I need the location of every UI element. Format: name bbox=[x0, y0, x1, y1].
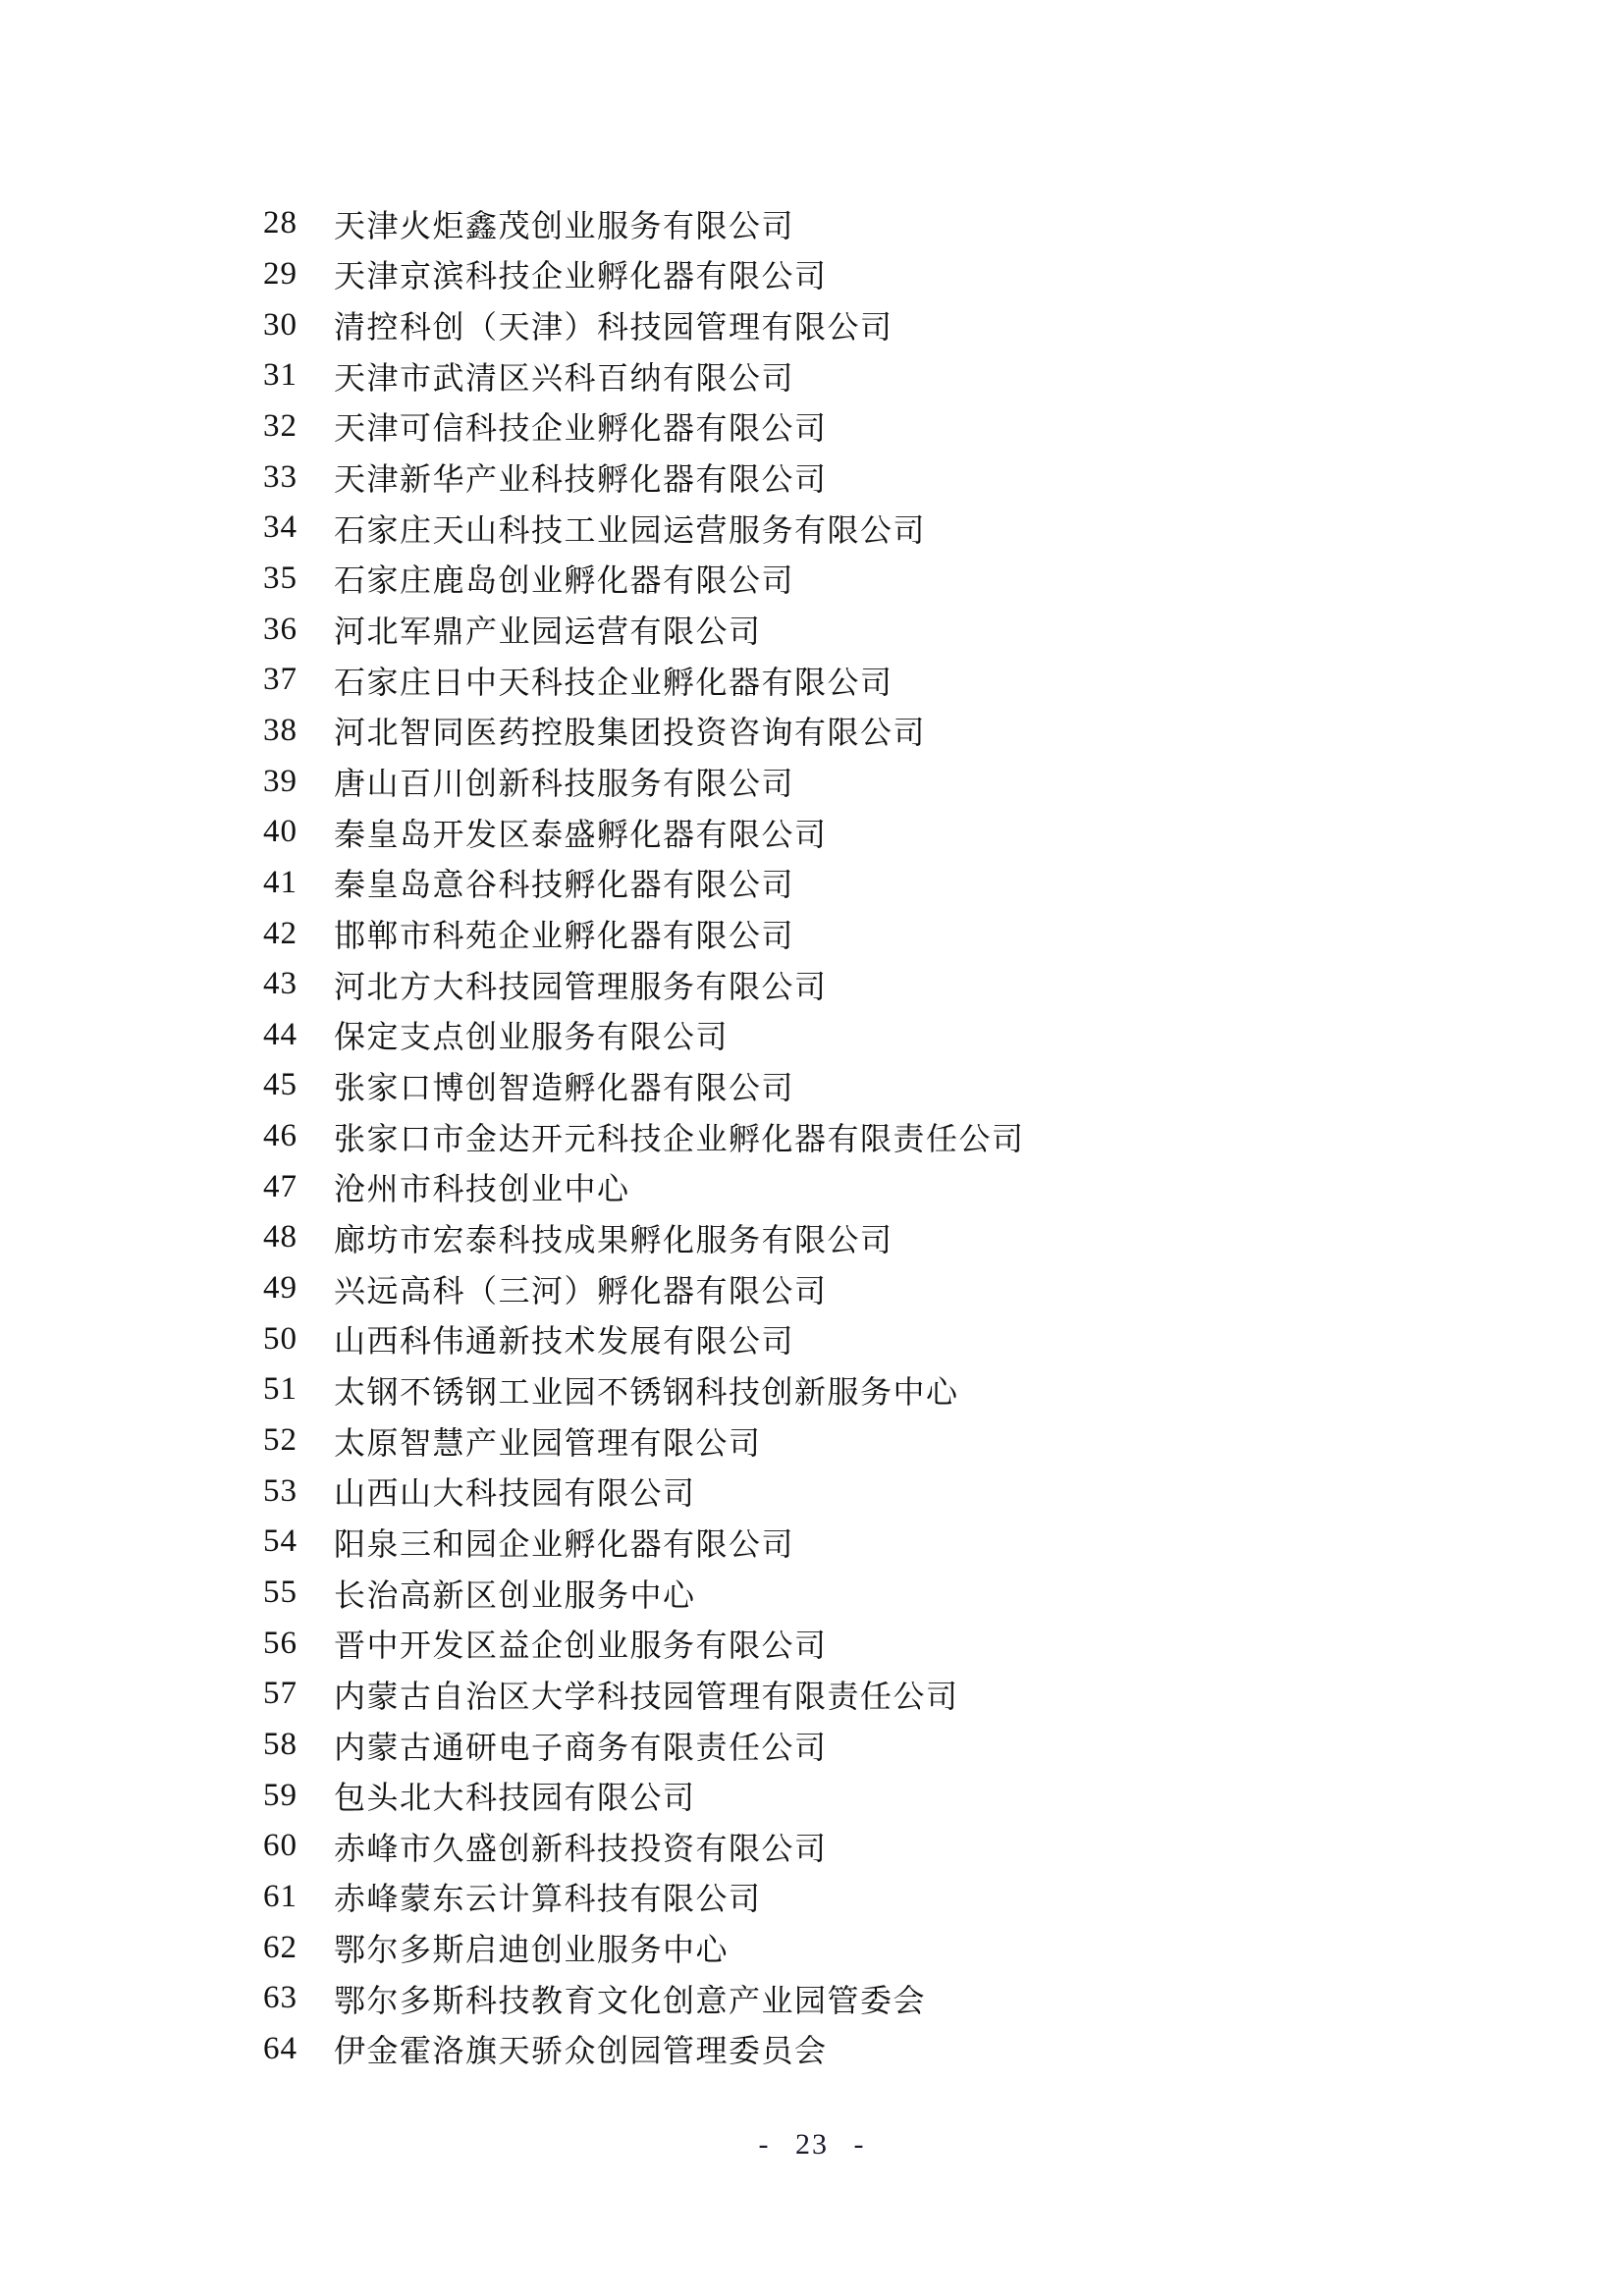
list-item bbox=[263, 959, 1565, 1010]
item-company-name: 兴远高科（三河）孵化器有限公司 bbox=[334, 1272, 828, 1308]
item-company-name: 鄂尔多斯启迪创业服务中心 bbox=[334, 1932, 730, 1968]
list-item bbox=[263, 1669, 1565, 1720]
item-company-name: 石家庄日中天科技企业孵化器有限公司 bbox=[334, 664, 893, 700]
item-number: 59 bbox=[263, 1777, 298, 1813]
list-item bbox=[263, 1770, 1565, 1821]
list-item bbox=[263, 1212, 1565, 1263]
item-company-name: 唐山百川创新科技服务有限公司 bbox=[334, 766, 795, 802]
item-company-name: 天津可信科技企业孵化器有限公司 bbox=[334, 410, 828, 447]
page-number: - 23 - bbox=[758, 2128, 866, 2161]
item-number: 58 bbox=[263, 1727, 298, 1763]
item-number: 61 bbox=[263, 1878, 298, 1914]
list-item bbox=[263, 1364, 1565, 1415]
list-item bbox=[263, 401, 1565, 453]
item-company-name: 天津新华产业科技孵化器有限公司 bbox=[334, 461, 828, 498]
item-number: 38 bbox=[263, 712, 298, 748]
item-company-name: 太原智慧产业园管理有限公司 bbox=[334, 1424, 762, 1461]
list-item bbox=[263, 858, 1565, 909]
item-number: 53 bbox=[263, 1472, 298, 1509]
item-number: 39 bbox=[263, 763, 298, 799]
item-number: 55 bbox=[263, 1575, 298, 1611]
list-item bbox=[263, 1060, 1565, 1111]
item-company-name: 长治高新区创业服务中心 bbox=[334, 1576, 696, 1613]
list-item bbox=[263, 1720, 1565, 1771]
item-company-name: 河北智同医药控股集团投资咨询有限公司 bbox=[334, 715, 927, 751]
item-number: 31 bbox=[263, 357, 298, 394]
item-number: 49 bbox=[263, 1270, 298, 1307]
item-company-name: 石家庄鹿岛创业孵化器有限公司 bbox=[334, 562, 795, 599]
item-company-name: 廊坊市宏泰科技成果孵化服务有限公司 bbox=[334, 1221, 893, 1257]
item-company-name: 张家口市金达开元科技企业孵化器有限责任公司 bbox=[334, 1120, 1025, 1156]
item-number: 62 bbox=[263, 1929, 298, 1965]
item-company-name: 包头北大科技园有限公司 bbox=[334, 1780, 696, 1816]
item-number: 46 bbox=[263, 1118, 298, 1154]
list-item bbox=[263, 655, 1565, 706]
item-number: 40 bbox=[263, 814, 298, 850]
item-company-name: 天津市武清区兴科百纳有限公司 bbox=[334, 359, 795, 396]
list-item bbox=[263, 706, 1565, 757]
list-item bbox=[263, 604, 1565, 655]
list-item bbox=[263, 198, 1565, 249]
list-item bbox=[263, 1313, 1565, 1364]
item-number: 60 bbox=[263, 1828, 298, 1864]
item-number: 33 bbox=[263, 458, 298, 495]
item-company-name: 清控科创（天津）科技园管理有限公司 bbox=[334, 309, 893, 346]
item-number: 37 bbox=[263, 662, 298, 698]
item-number: 35 bbox=[263, 560, 298, 596]
list-item bbox=[263, 1973, 1565, 2024]
item-number: 48 bbox=[263, 1219, 298, 1255]
item-company-name: 赤峰蒙东云计算科技有限公司 bbox=[334, 1881, 762, 1917]
item-number: 30 bbox=[263, 306, 298, 343]
list-item bbox=[263, 1821, 1565, 1872]
item-number: 42 bbox=[263, 915, 298, 951]
item-company-name: 太钢不锈钢工业园不锈钢科技创新服务中心 bbox=[334, 1373, 959, 1410]
item-number: 57 bbox=[263, 1676, 298, 1712]
list-item bbox=[263, 807, 1565, 858]
item-number: 45 bbox=[263, 1067, 298, 1103]
item-number: 36 bbox=[263, 611, 298, 647]
item-company-name: 山西山大科技园有限公司 bbox=[334, 1475, 696, 1512]
item-number: 54 bbox=[263, 1523, 298, 1560]
list-item bbox=[263, 1568, 1565, 1619]
item-number: 47 bbox=[263, 1168, 298, 1204]
item-number: 43 bbox=[263, 966, 298, 1002]
item-number: 51 bbox=[263, 1371, 298, 1408]
list-item bbox=[263, 1111, 1565, 1162]
item-company-name: 邯郸市科苑企业孵化器有限公司 bbox=[334, 918, 795, 954]
list-item bbox=[263, 350, 1565, 401]
list-item bbox=[263, 1415, 1565, 1467]
item-company-name: 山西科伟通新技术发展有限公司 bbox=[334, 1323, 795, 1360]
item-company-name: 石家庄天山科技工业园运营服务有限公司 bbox=[334, 511, 927, 548]
item-company-name: 赤峰市久盛创新科技投资有限公司 bbox=[334, 1830, 828, 1866]
list-item bbox=[263, 1618, 1565, 1669]
item-company-name: 晋中开发区益企创业服务有限公司 bbox=[334, 1628, 828, 1664]
item-company-name: 鄂尔多斯科技教育文化创意产业园管委会 bbox=[334, 1982, 927, 2018]
list-item bbox=[263, 1922, 1565, 1973]
item-number: 44 bbox=[263, 1016, 298, 1052]
item-number: 56 bbox=[263, 1625, 298, 1661]
item-number: 41 bbox=[263, 864, 298, 900]
item-company-name: 天津火炬鑫茂创业服务有限公司 bbox=[334, 207, 795, 243]
list-item bbox=[263, 1010, 1565, 1061]
item-number: 29 bbox=[263, 255, 298, 292]
list-item bbox=[263, 1466, 1565, 1517]
company-list bbox=[263, 198, 1565, 2074]
item-number: 50 bbox=[263, 1320, 298, 1357]
item-number: 28 bbox=[263, 205, 298, 241]
item-company-name: 内蒙古自治区大学科技园管理有限责任公司 bbox=[334, 1678, 959, 1714]
item-number: 64 bbox=[263, 2030, 298, 2066]
item-company-name: 天津京滨科技企业孵化器有限公司 bbox=[334, 258, 828, 294]
item-company-name: 秦皇岛开发区泰盛孵化器有限公司 bbox=[334, 816, 828, 852]
item-number: 34 bbox=[263, 509, 298, 546]
item-company-name: 沧州市科技创业中心 bbox=[334, 1171, 630, 1207]
item-number: 32 bbox=[263, 407, 298, 444]
item-company-name: 张家口博创智造孵化器有限公司 bbox=[334, 1069, 795, 1105]
item-number: 63 bbox=[263, 1980, 298, 2016]
list-item bbox=[263, 908, 1565, 959]
list-item bbox=[263, 452, 1565, 503]
list-item bbox=[263, 503, 1565, 554]
item-company-name: 秦皇岛意谷科技孵化器有限公司 bbox=[334, 867, 795, 903]
item-company-name: 保定支点创业服务有限公司 bbox=[334, 1019, 730, 1055]
list-item bbox=[263, 2024, 1565, 2075]
list-item bbox=[263, 554, 1565, 605]
list-item bbox=[263, 1161, 1565, 1212]
item-company-name: 阳泉三和园企业孵化器有限公司 bbox=[334, 1525, 795, 1562]
list-item bbox=[263, 299, 1565, 350]
item-company-name: 河北军鼎产业园运营有限公司 bbox=[334, 614, 762, 650]
item-company-name: 河北方大科技园管理服务有限公司 bbox=[334, 968, 828, 1004]
list-item bbox=[263, 1517, 1565, 1568]
list-item bbox=[263, 756, 1565, 807]
list-item bbox=[263, 1872, 1565, 1923]
item-company-name: 内蒙古通研电子商务有限责任公司 bbox=[334, 1729, 828, 1765]
item-company-name: 伊金霍洛旗天骄众创园管理委员会 bbox=[334, 2033, 828, 2069]
list-item bbox=[263, 249, 1565, 300]
list-item bbox=[263, 1263, 1565, 1314]
item-number: 52 bbox=[263, 1422, 298, 1459]
